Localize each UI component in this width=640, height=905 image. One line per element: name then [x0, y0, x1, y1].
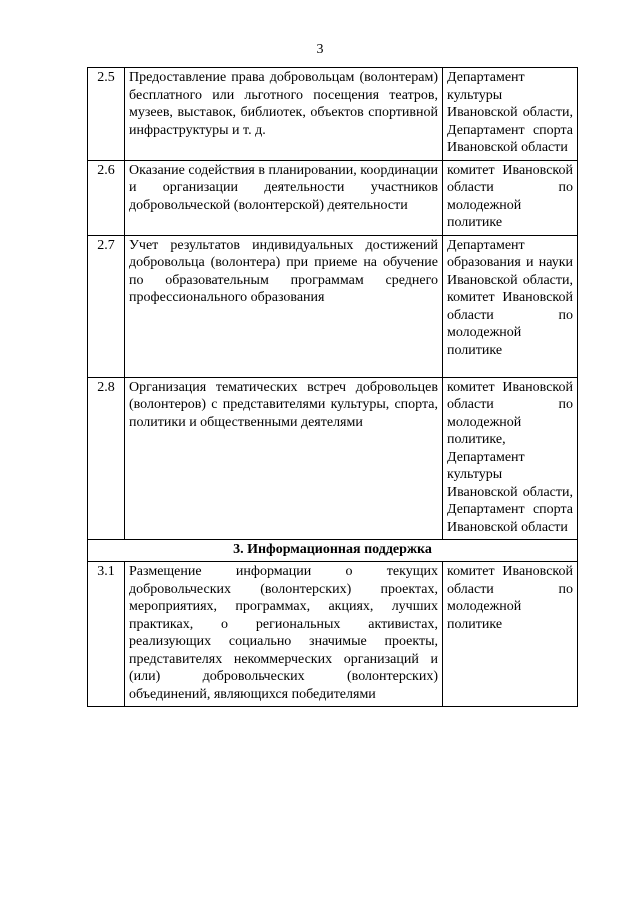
section-title: 3. Информационная поддержка — [88, 540, 578, 562]
table-row — [88, 235, 578, 377]
measure-description: Организация тематических встреч добровольцев (волонтеров) с представителями культуры, спорта, политики и общественными деятелями — [125, 377, 443, 540]
row-number: 3.1 — [88, 562, 125, 707]
responsible-body: комитет Ивановской области по молодежной политике — [443, 562, 578, 707]
measure-description: Оказание содействия в планировании, координации и организации деятельности участников добровольческой (волонтерской) деятельности — [125, 160, 443, 235]
row-number: 2.6 — [88, 160, 125, 235]
responsible-body: комитет Ивановской области по молодежной политике, Департамент культуры Ивановской области, Департамент спорта Ивановской области — [443, 377, 578, 540]
measure-description: Предоставление права добровольцам (волонтерам) бесплатного или льготного посещения театров, музеев, выставок, библиотек, объектов спортивной инфраструктуры и т. д. — [125, 68, 443, 161]
responsible-body: Департамент образования и науки Ивановской области, комитет Ивановской области по молодежной политике — [443, 235, 578, 377]
responsible-body: Департамент культуры Ивановской области, Департамент спорта Ивановской области — [443, 68, 578, 161]
row-number: 2.8 — [88, 377, 125, 540]
responsible-body: комитет Ивановской области по молодежной политике — [443, 160, 578, 235]
measure-description: Размещение информации о текущих добровольческих (волонтерских) проектах, мероприятиях, программах, акциях, лучших практиках, о региональных активистах, реализующих социально значимые проекты, представителях некоммерческих организаций и (или) добровольческих (волонтерских) объединений, являющихся победителями — [125, 562, 443, 707]
measures-table — [87, 67, 578, 707]
page-number: 3 — [316, 42, 324, 57]
measure-description: Учет результатов индивидуальных достижений добровольца (волонтера) при приеме на обучение по образовательным программам среднего профессионального образования — [125, 235, 443, 377]
table-row — [88, 377, 578, 540]
table-row — [88, 160, 578, 235]
row-number: 2.7 — [88, 235, 125, 377]
section-header-row — [88, 540, 578, 562]
row-number: 2.5 — [88, 68, 125, 161]
table-row — [88, 562, 578, 707]
table-row — [88, 68, 578, 161]
